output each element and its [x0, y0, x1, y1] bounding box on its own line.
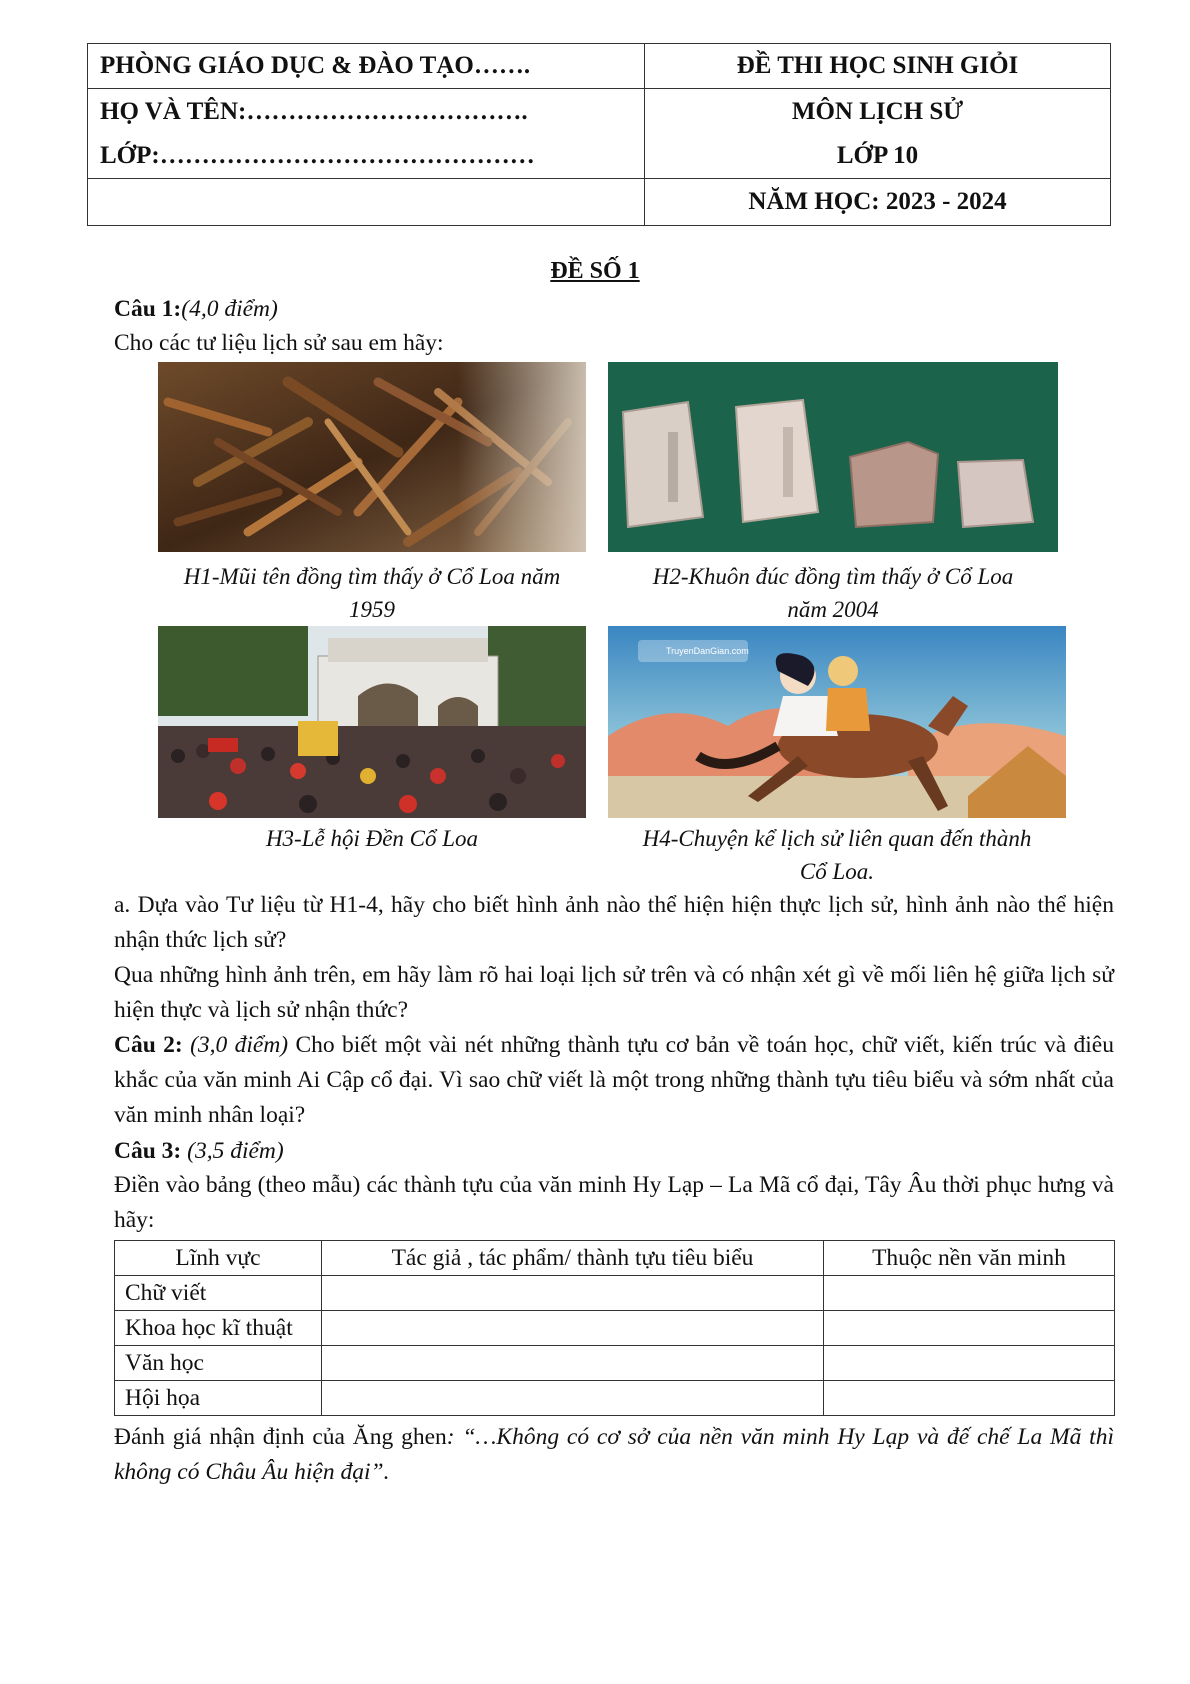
q3-label: Câu 3: [114, 1138, 182, 1164]
table-cell: Hội họa [115, 1381, 322, 1416]
table-cell [322, 1346, 824, 1381]
q2-points: (3,0 điểm) [190, 1032, 289, 1058]
h2-caption: H2-Khuôn đúc đồng tìm thấy ở Cổ Loa năm 2004 [652, 564, 1014, 622]
q1-intro: Cho các tư liệu lịch sử sau em hãy: [114, 330, 444, 356]
achievements-table [114, 1240, 1115, 1416]
q3-intro: Điền vào bảng (theo mẫu) các thành tựu của văn minh Hy Lạp – La Mã cổ đại, Tây Âu thời phục hưng và hãy: [114, 1172, 1114, 1233]
q2-paragraph [114, 1028, 1114, 1133]
empty-cell [88, 179, 645, 226]
school-year-cell: NĂM HỌC: 2023 - 2024 [645, 179, 1111, 226]
bronze-casting-molds-image [608, 362, 1058, 552]
q3-eval-prefix: Đánh giá nhận định của Ăng ghen [114, 1424, 447, 1450]
table-header: Tác giả , tác phẩm/ thành tựu tiêu biểu [322, 1241, 824, 1276]
grade: LỚP 10 [836, 141, 919, 169]
q1-part-b: Qua những hình ảnh trên, em hãy làm rõ hai loại lịch sử trên và có nhận xét gì về mối liên hệ giữa lịch sử hiện thực và lịch sử nhận thức? [114, 962, 1114, 1023]
svg-text:TruyenDanGian.com: TruyenDanGian.com [666, 646, 749, 656]
bronze-arrowheads-image [158, 362, 586, 552]
q1-points: (4,0 điểm) [181, 296, 278, 322]
table-header-row [115, 1241, 1115, 1276]
co-loa-festival-image [158, 626, 586, 818]
subject-cell [645, 89, 1111, 179]
exam-header [87, 43, 1111, 226]
exam-title-cell: ĐỀ THI HỌC SINH GIỎI [645, 44, 1111, 89]
table-cell: Khoa học kĩ thuật [115, 1311, 322, 1346]
q2-label: Câu 2: [114, 1032, 183, 1058]
table-cell [824, 1381, 1115, 1416]
table-cell [824, 1346, 1115, 1381]
h3-caption: H3-Lễ hội Đền Cổ Loa [265, 826, 479, 851]
table-cell [824, 1311, 1115, 1346]
table-row [115, 1276, 1115, 1311]
table-cell: Văn học [115, 1346, 322, 1381]
co-loa-legend-illustration [608, 626, 1066, 818]
table-row [115, 1346, 1115, 1381]
table-row [115, 1381, 1115, 1416]
table-row [115, 1311, 1115, 1346]
q2-text: Cho biết một vài nét những thành tựu cơ bản về toán học, chữ viết, kiến trúc và điêu khắc của văn minh Ai Cập cổ đại. Vì sao chữ viết là một trong những thành tựu tiêu biểu và sớm nhất của văn minh nhân loại? [114, 1032, 1114, 1128]
q1-part-a: a. Dựa vào Tư liệu từ H1-4, hãy cho biết hình ảnh nào thể hiện hiện thực lịch sử, hình ảnh nào thể hiện nhận thức lịch sử? [114, 892, 1114, 953]
table-header: Lĩnh vực [115, 1241, 322, 1276]
department-cell: PHÒNG GIÁO DỤC & ĐÀO TẠO……. [88, 44, 645, 89]
table-cell [824, 1276, 1115, 1311]
exam-number: ĐỀ SỐ 1 [550, 258, 640, 284]
q3-eval-quote: : “…Không có cơ sở của nền văn minh Hy Lạp và đế chế La Mã thì không có Châu Âu hiện đại”. [114, 1424, 1114, 1485]
table-cell: Chữ viết [115, 1276, 322, 1311]
subject: MÔN LỊCH SỬ [791, 97, 964, 125]
table-cell [322, 1381, 824, 1416]
student-info-cell [88, 89, 645, 179]
h1-caption: H1-Mũi tên đồng tìm thấy ở Cổ Loa năm 1959 [183, 564, 561, 622]
table-header: Thuộc nền văn minh [824, 1241, 1115, 1276]
table-cell [322, 1311, 824, 1346]
class-field: LỚP:……………………………………… [100, 141, 535, 169]
table-cell [322, 1276, 824, 1311]
q3-evaluation [114, 1420, 1114, 1490]
q3-heading [114, 1134, 1114, 1168]
q1-heading [114, 292, 1114, 326]
q3-points: (3,5 điểm) [187, 1138, 284, 1164]
name-field: HỌ VÀ TÊN:……………………………. [100, 97, 528, 125]
q1-label: Câu 1: [114, 296, 182, 322]
h4-caption: H4-Chuyện kể lịch sử liên quan đến thành Cổ Loa. [642, 826, 1032, 884]
